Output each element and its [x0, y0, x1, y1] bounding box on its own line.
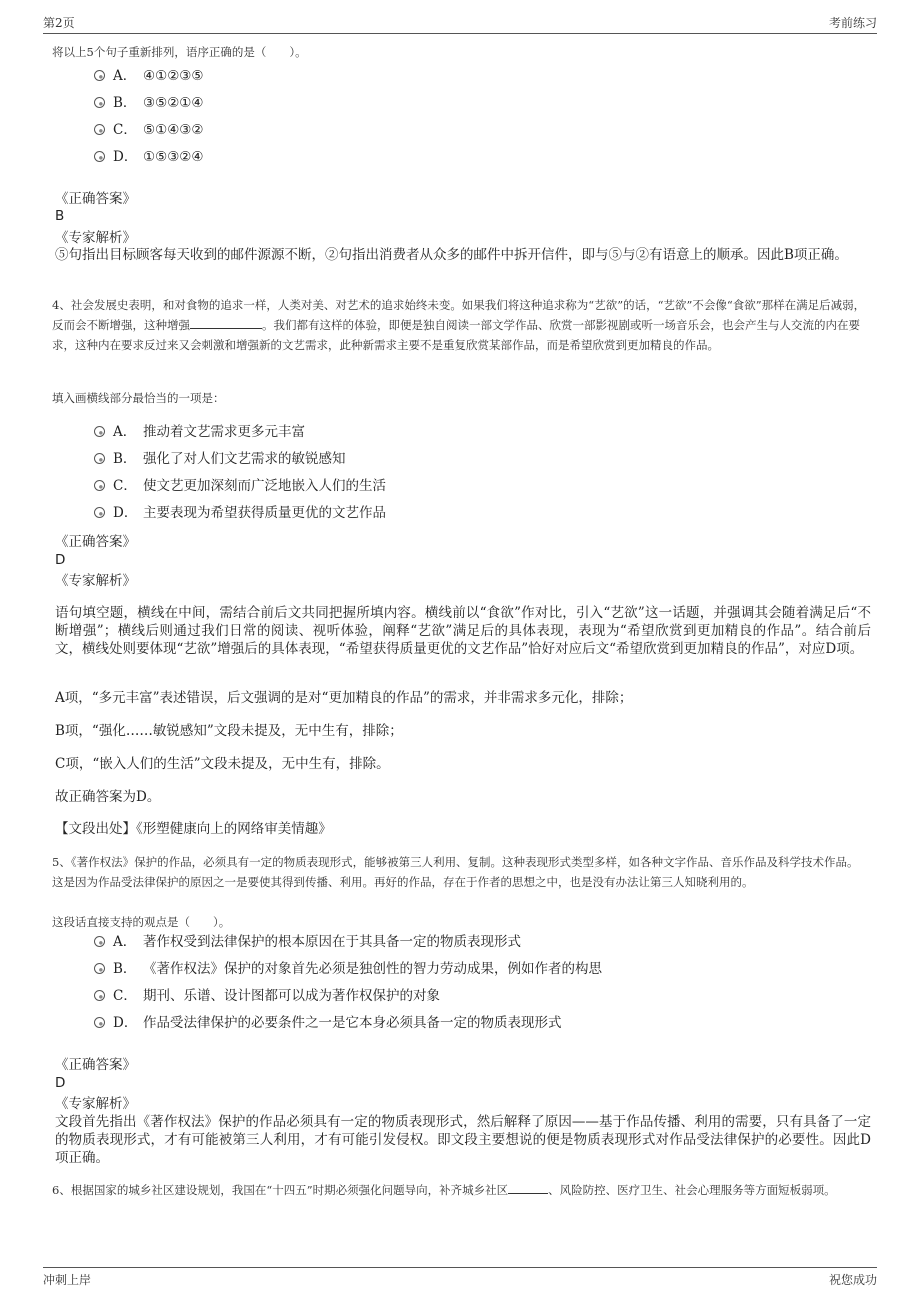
q4-stem-part-2: 。我们都有这样的体验，即便是独自阅读一部文学作品、欣赏一部影视剧或听一场音乐会，也会产生与人交流的内在要求，这种内在要求反过来又会刺激和增强新的文艺需求，此种新需求主要不是重复欣赏某部作品，而是希望欣赏到更加精良的作品。 [52, 318, 860, 352]
q4-analysis-paragraph-1: 语句填空题，横线在中间，需结合前后文共同把握所填内容。横线前以“食欲”作对比，引入“艺欲”这一话题，并强调其会随着满足后“不断增强”；横线后则通过我们日常的阅读、视听体验，阐释“艺欲”满足后的具体表现，表现为“希望欣赏到更加精良的作品”。结合前后文，横线处则要体现“艺欲”增强后的具体表现，“希望获得质量更优的文艺作品”恰好对应后文“希望欣赏到更加精良的作品”，对应D项。 [55, 605, 871, 657]
q4-option-a[interactable] [94, 422, 305, 442]
option-text: ①⑤③②④ [143, 149, 204, 165]
q6-stem [52, 1180, 870, 1200]
option-text: 主要表现为希望获得质量更优的文艺作品 [143, 505, 386, 521]
q3-stem: 将以上5个句子重新排列，语序正确的是（ ）。 [52, 45, 307, 59]
option-letter: D． [113, 505, 138, 521]
q4-source: 【文段出处】《形塑健康向上的网络审美情趣》 [55, 821, 332, 837]
option-text: 《著作权法》保护的对象首先必须是独创性的智力劳动成果，例如作者的构思 [143, 961, 602, 977]
page-footer [43, 1271, 877, 1289]
option-letter: C． [113, 478, 137, 494]
option-text: ④①②③⑤ [143, 68, 204, 84]
option-letter: C． [113, 988, 137, 1004]
option-letter: A． [113, 424, 137, 440]
radio-icon[interactable] [94, 426, 105, 437]
q5-analysis-label: 《专家解析》 [55, 1096, 136, 1112]
radio-icon[interactable] [94, 124, 105, 135]
option-text: 使文艺更加深刻而广泛地嵌入人们的生活 [143, 478, 386, 494]
radio-icon[interactable] [94, 936, 105, 947]
radio-icon[interactable] [94, 507, 105, 518]
radio-icon[interactable] [94, 453, 105, 464]
q5-stem: 5、《著作权法》保护的作品，必须具有一定的物质表现形式，能够被第三人利用、复制。这种表现形式类型多样，如各种文字作品、音乐作品及科学技术作品。这是因为作品受法律保护的原因之一是要使其得到传播、利用。再好的作品，存在于作者的思想之中，也是没有办法让第三人知晓利用的。 [52, 855, 859, 889]
q5-option-a[interactable] [94, 932, 521, 952]
option-letter: C． [113, 122, 137, 138]
radio-icon[interactable] [94, 97, 105, 108]
page-header [43, 14, 877, 32]
option-letter: D． [113, 1015, 138, 1031]
footer-right: 祝您成功 [828, 1273, 877, 1287]
q4-analysis-paragraph-3: B项，“强化……敏锐感知”文段未提及，无中生有，排除； [55, 723, 403, 739]
fill-blank [190, 328, 262, 329]
q3-analysis: ⑤句指出目标顾客每天收到的邮件源源不断，②句指出消费者从众多的邮件中拆开信件，即与⑤与②有语意上的顺承。因此B项正确。 [55, 247, 848, 263]
q4-option-d[interactable] [94, 503, 386, 523]
option-text: 著作权受到法律保护的根本原因在于其具备一定的物质表现形式 [143, 934, 521, 950]
q4-stem [52, 295, 870, 355]
q5-answer: D [55, 1075, 66, 1091]
option-letter: A． [113, 934, 137, 950]
q4-option-b[interactable] [94, 449, 346, 469]
option-text: 强化了对人们文艺需求的敏锐感知 [143, 451, 346, 467]
option-letter: B． [113, 961, 137, 977]
q6-stem-part-2: 、风险防控、医疗卫生、社会心理服务等方面短板弱项。 [548, 1183, 836, 1197]
q4-answer: D [55, 552, 66, 568]
option-text: ⑤①④③② [143, 122, 204, 138]
q4-analysis-paragraph-2: A项，“多元丰富”表述错误，后文强调的是对“更加精良的作品”的需求，并非需求多元化，排除； [55, 690, 633, 706]
q3-option-b[interactable] [94, 93, 204, 113]
option-text: 作品受法律保护的必要条件之一是它本身必须具备一定的物质表现形式 [143, 1015, 562, 1031]
q5-answer-label: 《正确答案》 [55, 1057, 136, 1073]
q5-option-c[interactable] [94, 986, 440, 1006]
radio-icon[interactable] [94, 990, 105, 1001]
radio-icon[interactable] [94, 70, 105, 81]
option-letter: A． [113, 68, 137, 84]
radio-icon[interactable] [94, 1017, 105, 1028]
q5-option-d[interactable] [94, 1013, 562, 1033]
q4-stem-part-1: 4、社会发展史表明，和对食物的追求一样，人类对美、对艺术的追求始终未变。如果我们将这种追求称为“艺欲”的话，“艺欲”不会像“食欲”那样在满足后减弱，反而会不断增强，这种增强 [52, 298, 866, 332]
radio-icon[interactable] [94, 480, 105, 491]
fill-blank [508, 1193, 548, 1194]
footer-divider [43, 1267, 877, 1268]
header-divider [43, 33, 877, 34]
q4-option-c[interactable] [94, 476, 386, 496]
option-text: ③⑤②①④ [143, 95, 204, 111]
q4-analysis-paragraph-4: C项，“嵌入人们的生活”文段未提及，无中生有，排除。 [55, 756, 390, 772]
q4-analysis-paragraph-5: 故正确答案为D。 [55, 789, 161, 805]
q3-option-d[interactable] [94, 147, 204, 167]
option-letter: B． [113, 451, 137, 467]
header-title: 考前练习 [828, 16, 877, 30]
page-number: 第2页 [43, 16, 75, 30]
q6-stem-part-1: 6、根据国家的城乡社区建设规划，我国在“十四五”时期必须强化问题导向，补齐城乡社区 [52, 1183, 509, 1197]
q5-prompt: 这段话直接支持的观点是（ ）。 [52, 915, 231, 929]
radio-icon[interactable] [94, 151, 105, 162]
q3-analysis-label: 《专家解析》 [55, 230, 136, 246]
option-letter: D． [113, 149, 138, 165]
q5-option-b[interactable] [94, 959, 602, 979]
q3-answer: B [55, 208, 65, 224]
q4-analysis-label: 《专家解析》 [55, 573, 136, 589]
q3-option-c[interactable] [94, 120, 204, 140]
q4-answer-label: 《正确答案》 [55, 534, 136, 550]
q3-option-a[interactable] [94, 66, 204, 86]
q3-answer-label: 《正确答案》 [55, 191, 136, 207]
option-text: 期刊、乐谱、设计图都可以成为著作权保护的对象 [143, 988, 440, 1004]
q4-prompt: 填入画横线部分最恰当的一项是： [52, 391, 225, 405]
radio-icon[interactable] [94, 963, 105, 974]
footer-left: 冲刺上岸 [43, 1273, 92, 1287]
option-letter: B． [113, 95, 137, 111]
option-text: 推动着文艺需求更多元丰富 [143, 424, 305, 440]
q5-analysis: 文段首先指出《著作权法》保护的作品必须具有一定的物质表现形式，然后解释了原因——基于作品传播、利用的需要，只有具备了一定的物质表现形式，才有可能被第三人利用，才有可能引发侵权。即文段主要想说的便是物质表现形式对作品受法律保护的必要性。因此D项正确。 [55, 1114, 871, 1166]
